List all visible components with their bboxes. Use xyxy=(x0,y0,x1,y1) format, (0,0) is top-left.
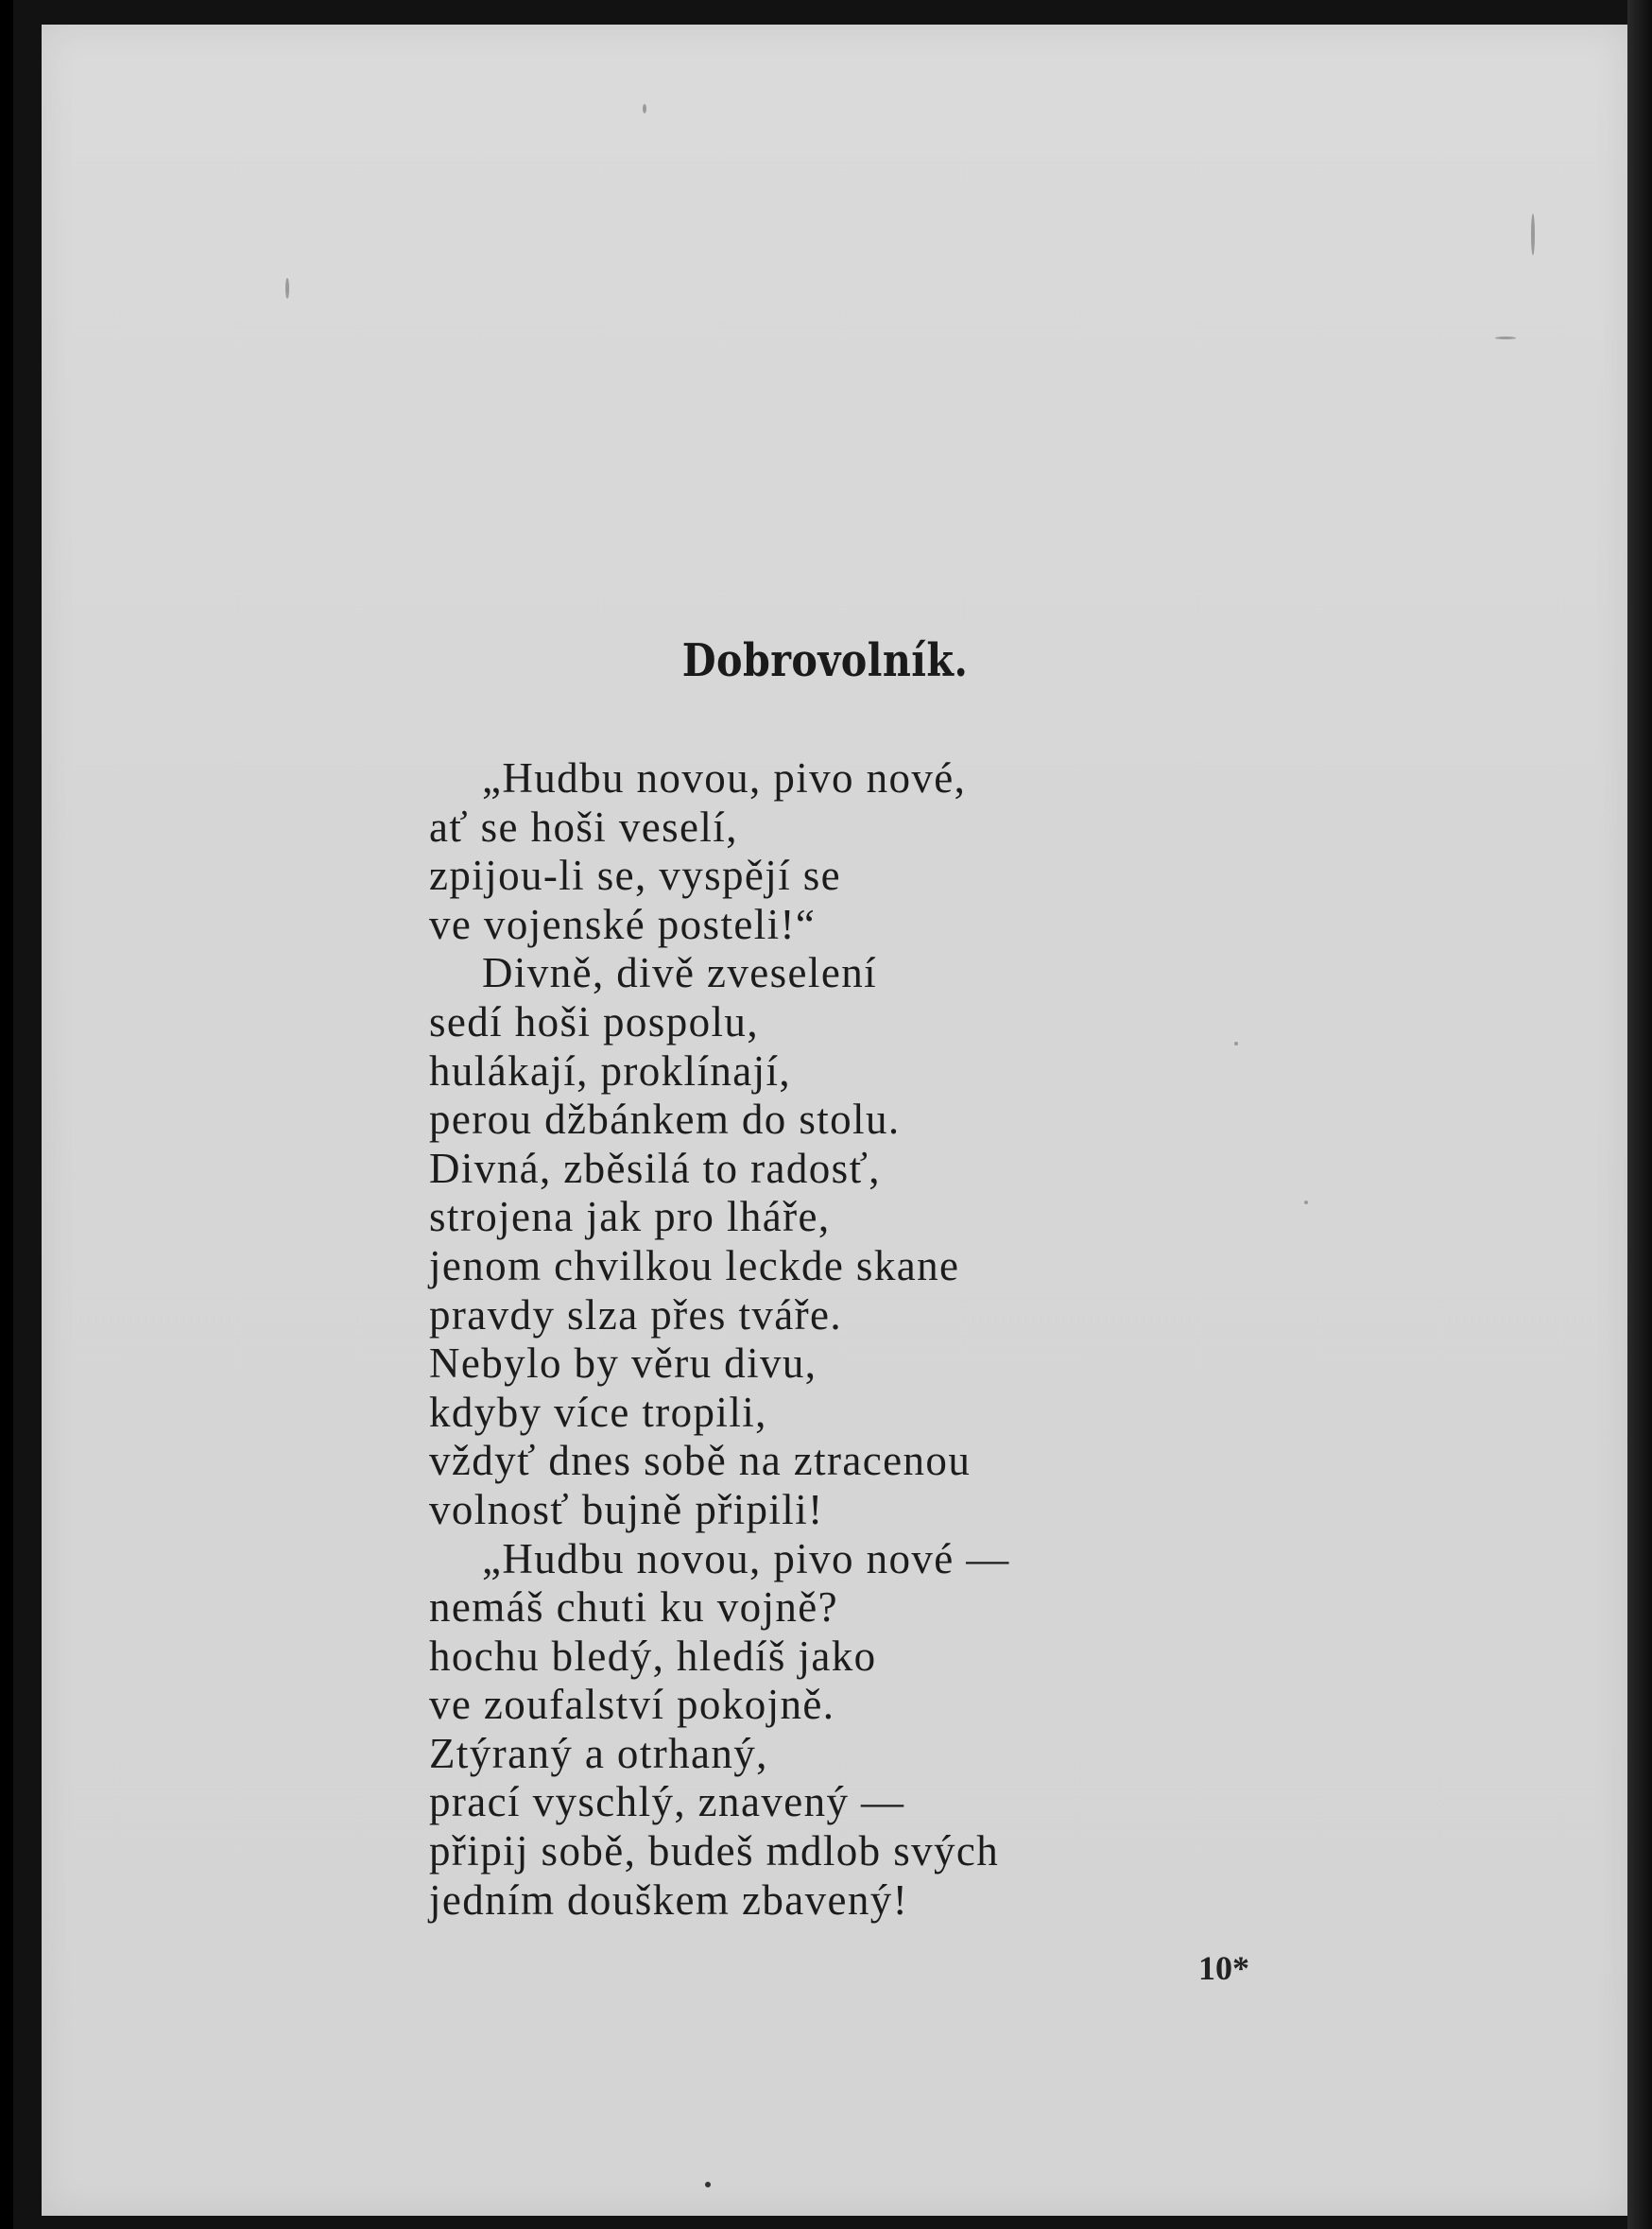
poem-line: prací vyschlý, znavený — xyxy=(429,1778,905,1826)
scan-left-edge xyxy=(0,0,13,2229)
poem-line: „Hudbu novou, pivo nové, xyxy=(482,754,967,802)
poem-line: sedí hoši pospolu, xyxy=(429,997,759,1045)
poem-line: hochu bledý, hledíš jako xyxy=(429,1632,877,1680)
poem-line: „Hudbu novou, pivo nové — xyxy=(482,1534,1010,1582)
poem-line: jenom chvilkou leckde skane xyxy=(429,1241,960,1289)
scan-right-edge xyxy=(1627,0,1652,2229)
poem-body xyxy=(429,754,1280,1925)
paper-speck xyxy=(1495,337,1516,339)
poem-line: volnosť bujně připili! xyxy=(429,1485,824,1533)
poem-line: připij sobě, budeš mdlob svých xyxy=(429,1827,1000,1875)
paper-speck xyxy=(285,278,289,299)
page-number: 10* xyxy=(1198,1949,1249,1987)
poem-line: hulákají, proklínají, xyxy=(429,1046,792,1095)
poem-line: Ztýraný a otrhaný, xyxy=(429,1729,768,1777)
poem-line: zpijou-li se, vyspějí se xyxy=(429,852,842,900)
poem-line: vždyť dnes sobě na ztracenou xyxy=(429,1437,972,1485)
poem-title: Dobrovolník. xyxy=(681,634,969,687)
poem-line: ve zoufalství pokojně. xyxy=(429,1681,835,1729)
poem-line: strojena jak pro lháře, xyxy=(429,1193,831,1241)
paper-speck xyxy=(1234,1042,1238,1045)
poem-line: nemáš chuti ku vojně? xyxy=(429,1583,839,1632)
paper-speck xyxy=(643,104,646,113)
poem-line: Divná, zběsilá to radosť, xyxy=(429,1144,881,1192)
poem-line: perou džbánkem do stolu. xyxy=(429,1096,901,1144)
poem-line: jedním douškem zbavený! xyxy=(429,1875,909,1924)
poem-line: kdyby více tropili, xyxy=(429,1388,767,1436)
book-page xyxy=(42,25,1627,2216)
poem-line: pravdy slza přes tváře. xyxy=(429,1290,843,1339)
paper-speck xyxy=(1531,214,1535,255)
poem-line: Nebylo by věru divu, xyxy=(429,1339,817,1388)
poem-line: ať se hoši veselí, xyxy=(429,803,738,851)
poem-line: Divně, divě zveselení xyxy=(482,949,878,997)
paper-speck xyxy=(1304,1201,1308,1204)
poem-line: ve vojenské posteli!“ xyxy=(429,900,817,948)
paper-speck xyxy=(705,2182,711,2187)
